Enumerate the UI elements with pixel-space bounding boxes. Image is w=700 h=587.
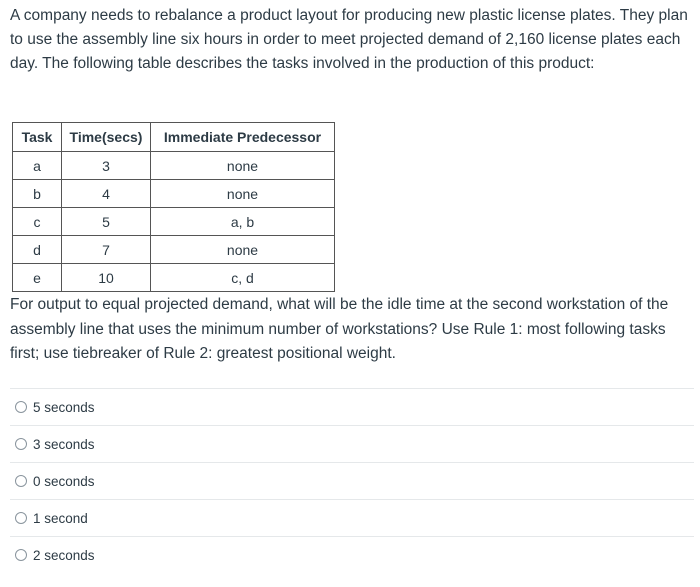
task-cell: a xyxy=(13,152,62,180)
time-cell: 4 xyxy=(62,180,151,208)
radio-button[interactable] xyxy=(15,438,27,450)
option-label: 0 seconds xyxy=(33,473,95,489)
answer-option[interactable] xyxy=(10,425,694,462)
answer-option[interactable] xyxy=(10,499,694,536)
task-cell: b xyxy=(13,180,62,208)
task-cell: c xyxy=(13,208,62,236)
time-cell: 7 xyxy=(62,236,151,264)
predecessor-cell: none xyxy=(151,152,335,180)
question-text: For output to equal projected demand, what will be the idle time at the second workstation of the assembly line that uses the minimum number of workstations? Use Rule 1: most following tasks first; use tiebreaker of Rule 2: greatest positional weight. xyxy=(10,296,669,362)
task-cell: d xyxy=(13,236,62,264)
answer-option[interactable] xyxy=(10,536,694,573)
table-row xyxy=(13,208,335,236)
task-table xyxy=(12,122,335,292)
answer-option[interactable] xyxy=(10,388,694,425)
header-time: Time(secs) xyxy=(62,123,151,152)
table-row xyxy=(13,152,335,180)
predecessor-cell: a, b xyxy=(151,208,335,236)
table-row xyxy=(13,180,335,208)
answer-options xyxy=(10,388,694,573)
radio-button[interactable] xyxy=(15,401,27,413)
table-row xyxy=(13,236,335,264)
radio-button[interactable] xyxy=(15,549,27,561)
table-header-row xyxy=(13,123,335,152)
option-label: 2 seconds xyxy=(33,547,95,563)
option-label: 3 seconds xyxy=(33,436,95,452)
answer-option[interactable] xyxy=(10,462,694,499)
predecessor-cell: c, d xyxy=(151,264,335,292)
time-cell: 5 xyxy=(62,208,151,236)
time-cell: 3 xyxy=(62,152,151,180)
header-predecessor: Immediate Predecessor xyxy=(151,123,335,152)
predecessor-cell: none xyxy=(151,180,335,208)
problem-intro: A company needs to rebalance a product layout for producing new plastic license plates. They plan to use the assembly line six hours in order to meet projected demand of 2,160 license plates each day. The following table describes the tasks involved in the production of this product: xyxy=(10,7,688,72)
table-row xyxy=(13,264,335,292)
radio-button[interactable] xyxy=(15,475,27,487)
task-cell: e xyxy=(13,264,62,292)
header-task: Task xyxy=(13,123,62,152)
option-label: 5 seconds xyxy=(33,399,95,415)
option-label: 1 second xyxy=(33,510,88,526)
time-cell: 10 xyxy=(62,264,151,292)
predecessor-cell: none xyxy=(151,236,335,264)
radio-button[interactable] xyxy=(15,512,27,524)
